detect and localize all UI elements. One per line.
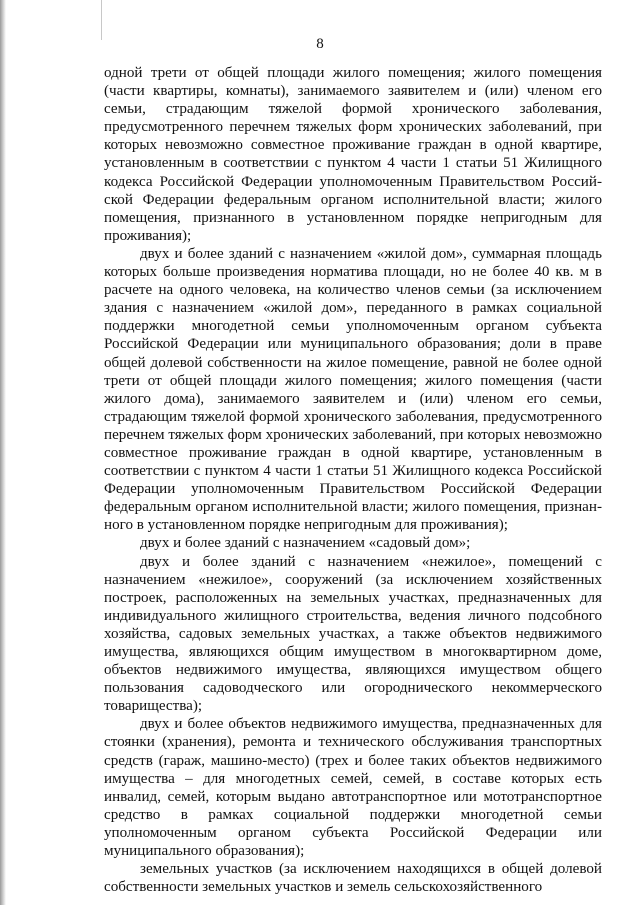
scan-margin-line <box>101 0 102 40</box>
paragraph-garden-houses: двух и более зданий с назначением «садовый дом»; <box>140 535 471 552</box>
scan-edge-shadow <box>0 0 6 905</box>
page-number: 8 <box>316 36 324 52</box>
paragraph-vehicle-storage: двух и более объектов недвижимого имущества, предназначенных для стоянки (хранения), ремонта и технического обслуживания транспортных средств (гараж, машино-место) (трех и более таких объектов недвижимого имущества – для многодетных семей, семей, в составе которых есть инвалид, семей, которым выдано автотранспортное или мототранспортное средство в рамках социальной поддержки многодетной семьи уполномоченным органом субъекта Российской Федерации или муниципального образования); <box>104 716 602 860</box>
paragraph-land-plots: земельных участков (за исключением находящихся в общей долевой собственности земельных участков и земель сельскохозяйственного <box>104 861 602 896</box>
paragraph-continuation: одной трети от общей площади жилого помещения; жилого помещения (части квартиры, комнаты), занимаемого заявителем и (или) членом его семьи, страдающим тяжелой формой хронического заболевания, предусмотренного перечнем тяжелых форм хронических заболеваний, при которых невозможно совместное проживание граждан в одной квартире, установленным в соответствии с пунктом 4 части 1 статьи 51 Жилищного кодекса Российской Федерации уполномоченным Правительством Российской Федерации федеральным органом исполнительной власти; жилого помещения, признанного в установленном порядке непригодным для проживания); <box>104 65 602 244</box>
paragraph-residential-houses: двух и более зданий с назначением «жилой дом», суммарная площадь которых больше произведения норматива площади, но не более 40 кв. м в расчете на одного человека, на количество членов семьи (за исключением здания с назначением «жилой дом», переданного в рамках социальной поддержки многодетной семьи уполномоченным органом субъекта Российской Федерации или муниципального образования; доли в праве общей долевой собственности на жилое помещение, равной не более одной трети от общей площади жилого помещения; жилого помещения (части жилого дома), занимаемого заявителем и (или) членом его семьи, страдающим тяжелой формой хронического заболевания, предусмотренного перечнем тяжелых форм хронических заболеваний, при которых невозможно совместное проживание граждан в одной квартире, установленным в соответствии с пунктом 4 части 1 статьи 51 Жилищного кодекса Российской Федерации уполномоченным Правительством Российской Федерации федеральным органом исполнительной власти; жилого помещения, признанного в установленном порядке непригодным для проживания); <box>104 245 603 534</box>
paragraph-non-residential: двух и более зданий с назначением «нежилое», помещений с назначением «нежилое», сооружений (за исключением хозяйственных построек, расположенных на земельных участках, предназначенных для индивидуального жилищного строительства, ведения личного подсобного хозяйства, садовых земельных участках, а также объектов недвижимого имущества, являющихся общим имуществом в многоквартирном доме, объектов недвижимого имущества, являющихся имуществом общего пользования садоводческого или огороднического некоммерческого товарищества); <box>104 553 602 715</box>
document-body <box>104 64 602 896</box>
